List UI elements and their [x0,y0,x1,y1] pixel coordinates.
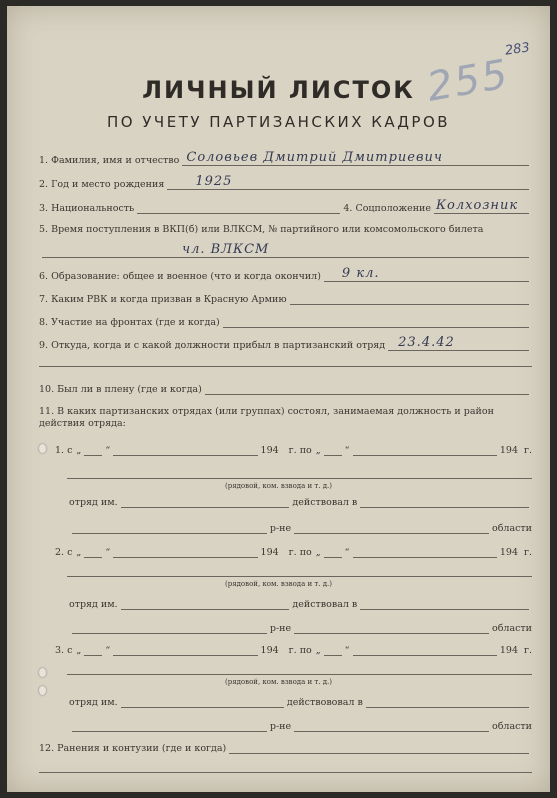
entry-1-district-line [72,522,267,534]
field-8-label: 8. Участие на фронтах (где и когда) [39,317,220,328]
entry-2-period-row: 2. с „ “ 194 г. по „ “ 194 г. [55,547,533,558]
entry-3-unit-line [121,696,284,708]
field-1-value: Соловьев Дмитрий Дмитриевич [186,150,443,165]
field-7-label: 7. Каким РВК и когда призван в Красную Армию [39,294,287,305]
field-11-row [39,406,532,430]
punch-hole [39,444,46,453]
field-2-line [167,174,529,190]
corner-page-number: 283 [504,40,531,59]
field-12-extra-line [39,772,532,773]
field-6-line [324,266,529,282]
entry-1-region-line [294,522,489,534]
field-3-4-row [39,198,532,214]
document-title: ЛИЧНЫЙ ЛИСТОК [142,76,415,104]
field-5-line [42,242,529,258]
entry-3-role-line [67,674,532,675]
period-from-label: с [67,645,73,656]
entry-2-district-line [72,622,267,634]
document-sheet [7,6,550,792]
field-5-continuation [39,242,532,258]
entry-number: 1. [55,445,65,456]
period-from-label: с [67,547,73,558]
field-5-value: чл. ВЛКСМ [182,242,270,257]
field-2-value: 1925 [195,174,233,189]
field-9-extra-line [39,366,532,367]
field-6-label: 6. Образование: общее и военное (что и когда окончил) [39,271,321,282]
field-12-row [39,742,532,754]
entry-2-start-line [113,546,257,558]
entry-2-region-line [294,622,489,634]
field-6-value: 9 кл. [341,266,380,281]
entry-3-region-row: р-не области [69,720,532,732]
entry-2-role-line [67,576,532,577]
entry-1-region-row: р-не области [69,522,532,534]
punch-hole [39,668,46,677]
entry-3-unit-row: отряд им. действововал в [69,696,532,708]
entry-1-end-line [353,444,497,456]
entry-3-district-line [72,720,267,732]
entry-2-area-line [360,598,529,610]
entry-3-end-line [353,644,497,656]
field-3-label: 3. Национальность [39,203,135,214]
field-1-line [182,150,529,166]
entry-1-period-row: 1. с „ “ 194 г. по „ “ 194 г. [55,445,533,456]
entry-number: 2. [55,547,65,558]
entry-3-role-note: (рядовой, ком. взвода и т. д.) [224,678,332,686]
field-8-row [39,316,532,328]
field-1-row [39,150,532,166]
entry-2-unit-row: отряд им. действовал в [69,598,532,610]
field-6-row [39,266,532,282]
field-2-label: 2. Год и место рождения [39,179,165,190]
field-12-label: 12. Ранения и контузии (где и когда) [39,743,227,754]
field-9-label: 9. Откуда, когда и с какой должности прибыл в партизанский отряд [39,340,386,351]
punch-hole [39,686,46,695]
stamp-number: 255 [423,51,513,111]
field-10-label: 10. Был ли в плену (где и когда) [39,384,202,395]
field-2-row [39,174,532,190]
field-7-line [290,293,529,305]
document-subtitle: ПО УЧЕТУ ПАРТИЗАНСКИХ КАДРОВ [106,113,451,131]
field-5-label: 5. Время поступления в ВКП(б) или ВЛКСМ, № партийного или комсомольского билета [39,224,484,235]
field-4-line [434,198,529,214]
entry-3-area-line [366,696,529,708]
entry-1-start-line [113,444,257,456]
entry-2-unit-line [121,598,290,610]
entry-1-area-line [360,496,529,508]
field-1-label: 1. Фамилия, имя и отчество [39,155,180,166]
field-9-value: 23.4.42 [398,335,455,350]
field-8-line [223,316,529,328]
entry-1-unit-line [121,496,290,508]
field-7-row [39,293,532,305]
entry-number: 3. [55,645,65,656]
field-4-value: Колхозник [436,198,519,213]
entry-3-period-row: 3. с „ “ 194 г. по „ “ 194 г. [55,645,533,656]
entry-1-unit-row: отряд им. действовал в [69,496,532,508]
entry-2-role-note: (рядовой, ком. взвода и т. д.) [224,580,332,588]
field-9-row [39,335,532,351]
field-10-row [39,383,532,395]
field-10-line [205,383,529,395]
field-4-label: 4. Соцположение [343,203,431,214]
field-11-label: 11. В каких партизанских отрядах (или группах) состоял, занимаемая должность и район действия отряда: [39,406,494,429]
entry-1-role-note: (рядовой, ком. взвода и т. д.) [224,482,332,490]
entry-3-start-line [113,644,257,656]
field-12-line [229,742,529,754]
entry-2-region-row: р-не области [69,622,532,634]
period-from-label: с [67,445,73,456]
field-5-row [39,224,532,235]
entry-1-role-line [67,478,532,479]
entry-2-end-line [353,546,497,558]
field-9-line [388,335,529,351]
field-3-line [137,202,340,214]
entry-3-region-line [294,720,489,732]
